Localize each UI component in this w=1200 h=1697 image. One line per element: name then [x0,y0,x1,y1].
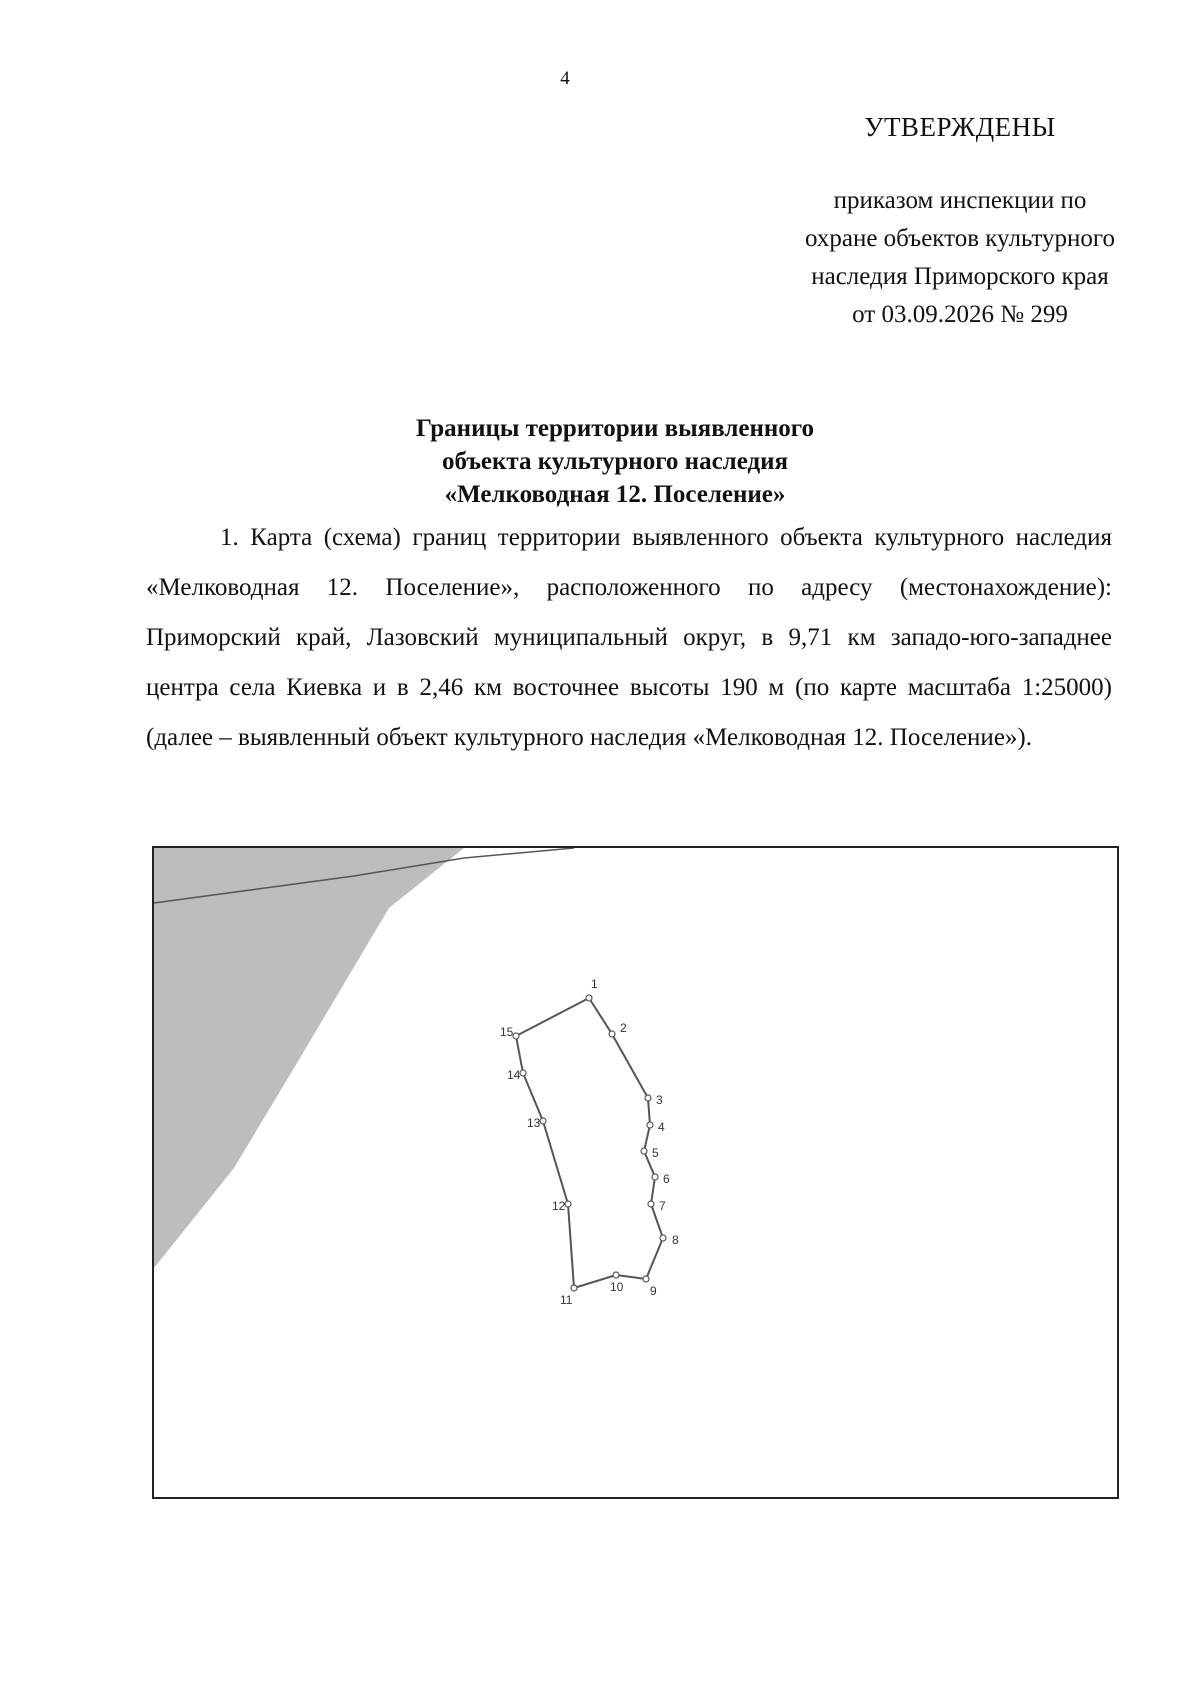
heading-line: Границы территории выявленного [415,415,815,442]
boundary-point-label: 8 [672,1233,679,1247]
boundary-point-marker [571,1285,577,1291]
boundary-point-label: 4 [658,1120,665,1134]
site-boundary-polygon [516,998,663,1288]
boundary-point-marker [513,1033,519,1039]
boundary-points-group [500,977,679,1307]
approval-line: наследия Приморского края [811,263,1109,290]
boundary-point-label: 10 [610,1280,624,1294]
heading-line: объекта культурного наследия [441,448,789,475]
boundary-point-label: 11 [560,1293,573,1307]
boundary-point-label: 1 [591,977,598,991]
map-description-paragraph: 1. Карта (схема) границ территории выявленного объекта культурного наследия «Мелководная 12. Поселение», расположенного по адресу (местонахождение): Приморский край, Лазовский муниципальный округ, в 9,71 км западо-юго-западнее центра села Киевка и в 2,46 км восточнее высоты 190 м (по карте масштаба 1:25000) (далее – выявленный объект культурного наследия «Мелководная 12. Поселение»). [146,524,1112,751]
boundary-map [152,846,1119,1499]
approval-block [770,108,1150,334]
boundary-point-label: 12 [552,1199,566,1213]
map-canvas [154,848,1117,1497]
boundary-point-label: 9 [650,1284,657,1298]
map-shaded-area [154,848,464,1268]
approval-title: УТВЕРЖДЕНЫ [864,112,1056,142]
boundary-point-label: 5 [652,1146,659,1160]
page-number: 4 [560,68,570,89]
boundary-point-marker [641,1148,647,1154]
boundary-point-marker [540,1118,546,1124]
boundary-point-marker [643,1276,649,1282]
boundary-point-label: 13 [527,1116,541,1130]
boundary-point-marker [652,1174,658,1180]
boundary-point-label: 7 [659,1199,666,1213]
boundary-point-label: 15 [500,1025,514,1039]
boundary-point-marker [660,1235,666,1241]
boundary-point-marker [648,1201,654,1207]
boundary-point-marker [613,1272,619,1278]
approval-line: охране объектов культурного [804,225,1115,252]
boundary-point-marker [647,1122,653,1128]
boundary-point-marker [520,1070,526,1076]
boundary-point-label: 6 [663,1172,670,1186]
boundary-point-label: 2 [620,1021,627,1035]
approval-date-number: от 03.09.2026 № 299 [852,301,1068,328]
boundary-point-marker [645,1095,651,1101]
boundary-point-label: 14 [507,1068,521,1082]
approval-line: приказом инспекции по [833,187,1087,214]
boundary-point-label: 3 [656,1093,663,1107]
boundary-point-marker [586,995,592,1001]
boundary-point-marker [565,1201,571,1207]
document-heading [0,412,1200,511]
heading-line: «Мелководная 12. Поселение» [444,481,786,508]
boundary-point-marker [609,1031,615,1037]
